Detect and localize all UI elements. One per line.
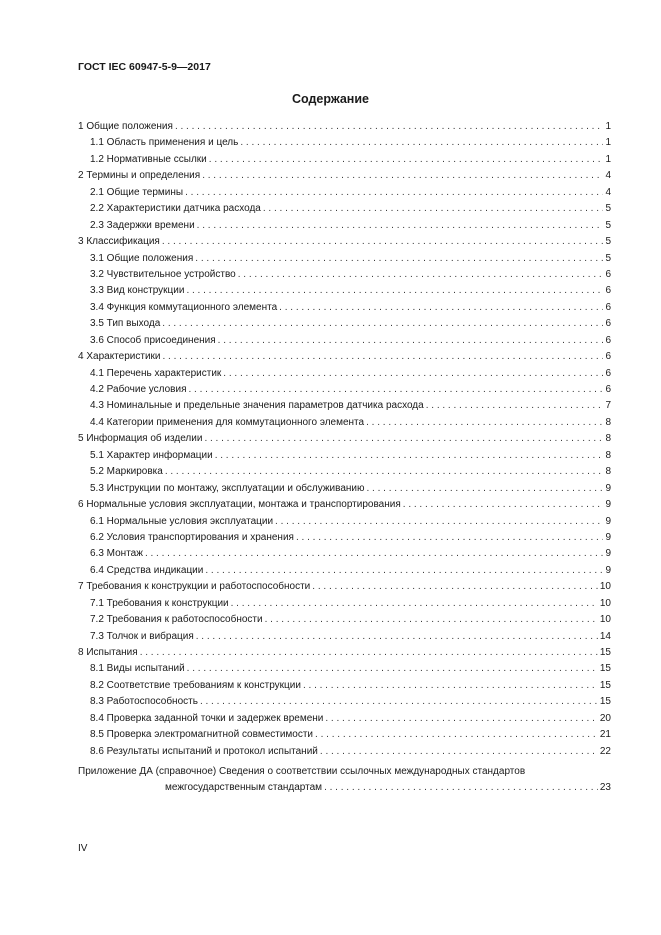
toc-entry[interactable]	[78, 283, 611, 299]
toc-entry[interactable]	[78, 629, 611, 645]
toc-entry-page: 9	[605, 515, 611, 527]
toc-entry[interactable]	[78, 514, 611, 530]
toc-entry-label: 7.2 Требования к работоспособности	[90, 614, 263, 626]
toc-entry-label: 3.6 Способ присоединения	[90, 334, 216, 346]
dot-leader	[205, 563, 603, 579]
dot-leader	[204, 431, 603, 447]
toc-entry-page: 8	[605, 416, 611, 428]
toc-entry-page: 15	[599, 647, 611, 658]
toc-entry-page: 10	[599, 614, 611, 626]
dot-leader	[187, 661, 598, 677]
toc-entry-label: 4.1 Перечень характеристик	[90, 367, 222, 379]
dot-leader	[209, 152, 604, 168]
dot-leader	[265, 612, 598, 628]
toc-entry[interactable]	[78, 711, 611, 727]
toc-entry[interactable]	[78, 596, 611, 612]
toc-entry[interactable]	[78, 481, 611, 497]
dot-leader	[197, 218, 604, 234]
dot-leader	[189, 382, 604, 398]
toc-entry-page: 6	[605, 285, 611, 297]
toc-entry-label: 6.1 Нормальные условия эксплуатации	[90, 515, 274, 527]
toc-entry-label: 2.1 Общие термины	[90, 186, 184, 198]
toc-entry[interactable]	[78, 448, 611, 464]
toc-entry-label: 1.2 Нормативные ссылки	[90, 153, 207, 165]
toc-entry-label: 4 Характеристики	[78, 351, 161, 363]
appendix-title-line1: Приложение ДА (справочное) Сведения о соответствии ссылочных международных стандартов	[78, 766, 526, 777]
toc-entry-label: 7.3 Толчок и вибрация	[90, 630, 194, 642]
dot-leader	[312, 579, 598, 595]
toc-entry-page: 9	[605, 564, 611, 576]
toc-entry-page: 6	[605, 384, 611, 395]
toc-entry-label: 1.1 Область применения и цель	[90, 137, 239, 149]
toc-entry-page: 15	[599, 696, 611, 708]
toc-entry-page: 9	[605, 548, 611, 560]
toc-entry-label: 3 Классификация	[78, 236, 160, 248]
dot-leader	[162, 234, 604, 250]
dot-leader	[403, 497, 604, 513]
dot-leader	[324, 780, 598, 796]
toc-entry-label: 6.2 Условия транспортирования и хранения	[90, 531, 294, 543]
toc-entry[interactable]	[78, 168, 611, 184]
toc-entry-label: 6.4 Средства индикации	[90, 564, 204, 576]
toc-entry-label: 8.3 Работоспособность	[90, 696, 198, 708]
dot-leader	[366, 481, 603, 497]
toc-entry-page: 9	[605, 531, 611, 543]
toc-entry-page: 1	[605, 137, 611, 149]
toc-entry-page: 6	[605, 367, 611, 379]
toc-entry-page: 22	[599, 745, 611, 757]
toc-entry-page: 4	[605, 186, 611, 198]
toc-entry[interactable]	[78, 119, 611, 135]
toc-entry-label: 8.2 Соответствие требованиям к конструкции	[90, 679, 301, 691]
toc-entry-page: 9	[605, 482, 611, 494]
toc-entry[interactable]	[78, 612, 611, 628]
toc-entry-label: 3.3 Вид конструкции	[90, 285, 185, 297]
toc-entry-page: 6	[605, 318, 611, 330]
dot-leader	[196, 629, 598, 645]
dot-leader	[165, 464, 604, 480]
toc-appendix-entry[interactable]	[78, 764, 611, 796]
dot-leader	[238, 267, 604, 283]
toc-entry-label: 3.1 Общие положения	[90, 252, 194, 264]
toc-entry-page: 15	[599, 679, 611, 691]
page-number-footer: IV	[78, 843, 88, 854]
dot-leader	[231, 596, 598, 612]
toc-entry-label: 7 Требования к конструкции и работоспособности	[78, 581, 311, 593]
toc-entry-page: 9	[605, 499, 611, 511]
toc-entry-page: 5	[605, 203, 611, 215]
toc-entry-page: 7	[605, 400, 611, 412]
toc-entry-label: 5.1 Характер информации	[90, 449, 213, 461]
toc-entry[interactable]	[78, 431, 611, 447]
dot-leader	[263, 201, 604, 217]
toc-entry[interactable]	[78, 546, 611, 562]
toc-entry[interactable]	[78, 398, 611, 414]
toc-entry[interactable]	[78, 694, 611, 710]
document-header: ГОСТ IEC 60947-5-9—2017	[78, 61, 211, 73]
toc-entry-page: 14	[599, 630, 611, 642]
toc-entry-label: 4.2 Рабочие условия	[90, 384, 187, 395]
toc-entry[interactable]	[78, 661, 611, 677]
dot-leader	[325, 711, 598, 727]
dot-leader	[200, 694, 598, 710]
toc-entry-page: 8	[605, 433, 611, 445]
toc-entry[interactable]	[78, 744, 611, 760]
dot-leader	[163, 349, 604, 365]
toc-entry[interactable]	[78, 300, 611, 316]
dot-leader	[218, 333, 604, 349]
page-title: Содержание	[291, 92, 369, 106]
dot-leader	[279, 300, 603, 316]
dot-leader	[185, 185, 603, 201]
toc-entry-label: 5.3 Инструкции по монтажу, эксплуатации и обслуживанию	[90, 482, 365, 494]
toc-entry-page: 1	[605, 121, 611, 132]
toc-entry[interactable]	[78, 366, 611, 382]
table-of-contents	[78, 119, 611, 760]
dot-leader	[426, 398, 604, 414]
toc-entry-label: 5 Информация об изделии	[78, 433, 203, 445]
toc-entry-page: 6	[605, 351, 611, 363]
toc-entry-label: 8.4 Проверка заданной точки и задержек времени	[90, 712, 324, 724]
toc-entry-label: 2.2 Характеристики датчика расхода	[90, 203, 261, 215]
toc-entry[interactable]	[78, 218, 611, 234]
dot-leader	[145, 546, 604, 562]
toc-entry[interactable]	[78, 497, 611, 513]
toc-entry-page: 5	[605, 252, 611, 264]
toc-entry[interactable]	[78, 135, 611, 151]
toc-entry-label: 2 Термины и определения	[78, 170, 201, 182]
toc-entry-label: 8 Испытания	[78, 647, 138, 658]
toc-entry[interactable]	[78, 316, 611, 332]
toc-entry[interactable]	[78, 267, 611, 283]
toc-entry[interactable]	[78, 251, 611, 267]
toc-entry-page: 8	[605, 466, 611, 478]
toc-entry[interactable]	[78, 415, 611, 431]
toc-entry-page: 15	[599, 663, 611, 675]
toc-entry-label: 4.3 Номинальные и предельные значения параметров датчика расхода	[90, 400, 424, 412]
dot-leader	[140, 645, 598, 661]
toc-entry[interactable]	[78, 234, 611, 250]
dot-leader	[303, 678, 598, 694]
toc-entry-label: 8.1 Виды испытаний	[90, 663, 185, 675]
dot-leader	[215, 448, 604, 464]
toc-entry-page: 20	[599, 712, 611, 724]
toc-entry-label: 3.4 Функция коммутационного элемента	[90, 301, 278, 313]
toc-entry[interactable]	[78, 678, 611, 694]
toc-entry[interactable]	[78, 185, 611, 201]
dot-leader	[275, 514, 603, 530]
appendix-title-line2: межгосударственным стандартам	[165, 782, 323, 793]
toc-entry-label: 8.6 Результаты испытаний и протокол испытаний	[90, 745, 318, 757]
toc-entry-label: 3.2 Чувствительное устройство	[90, 268, 236, 280]
toc-entry[interactable]	[78, 382, 611, 398]
toc-entry-page: 5	[605, 236, 611, 248]
toc-entry-label: 6.3 Монтаж	[90, 548, 143, 560]
toc-entry[interactable]	[78, 645, 611, 661]
toc-entry[interactable]	[78, 333, 611, 349]
toc-entry[interactable]	[78, 727, 611, 743]
toc-entry-page: 6	[605, 334, 611, 346]
toc-entry-page: 10	[599, 597, 611, 609]
toc-entry-label: 7.1 Требования к конструкции	[90, 597, 229, 609]
dot-leader	[223, 366, 603, 382]
toc-entry[interactable]	[78, 563, 611, 579]
toc-entry-page: 5	[605, 219, 611, 231]
toc-entry-page: 21	[599, 729, 611, 741]
toc-entry[interactable]	[78, 349, 611, 365]
toc-entry-label: 8.5 Проверка электромагнитной совместимости	[90, 729, 314, 741]
toc-entry[interactable]	[78, 201, 611, 217]
dot-leader	[240, 135, 603, 151]
dot-leader	[195, 251, 603, 267]
dot-leader	[175, 119, 604, 135]
appendix-page-number: 23	[599, 782, 611, 793]
toc-entry[interactable]	[78, 579, 611, 595]
toc-entry-label: 4.4 Категории применения для коммутационного элемента	[90, 416, 365, 428]
toc-entry-label: 5.2 Маркировка	[90, 466, 163, 478]
toc-entry-page: 1	[605, 153, 611, 165]
dot-leader	[366, 415, 603, 431]
toc-entry-page: 4	[605, 170, 611, 182]
toc-entry-page: 6	[605, 268, 611, 280]
toc-entry-label: 1 Общие положения	[78, 121, 173, 132]
toc-entry[interactable]	[78, 530, 611, 546]
dot-leader	[186, 283, 603, 299]
dot-leader	[315, 727, 598, 743]
toc-entry-label: 3.5 Тип выхода	[90, 318, 161, 330]
toc-entry-label: 2.3 Задержки времени	[90, 219, 195, 231]
dot-leader	[296, 530, 603, 546]
toc-entry-label: 6 Нормальные условия эксплуатации, монтажа и транспортирования	[78, 499, 401, 511]
toc-entry-page: 10	[599, 581, 611, 593]
toc-entry[interactable]	[78, 464, 611, 480]
toc-entry[interactable]	[78, 152, 611, 168]
dot-leader	[320, 744, 598, 760]
dot-leader	[162, 316, 603, 332]
dot-leader	[202, 168, 603, 184]
toc-entry-page: 8	[605, 449, 611, 461]
toc-entry-page: 6	[605, 301, 611, 313]
